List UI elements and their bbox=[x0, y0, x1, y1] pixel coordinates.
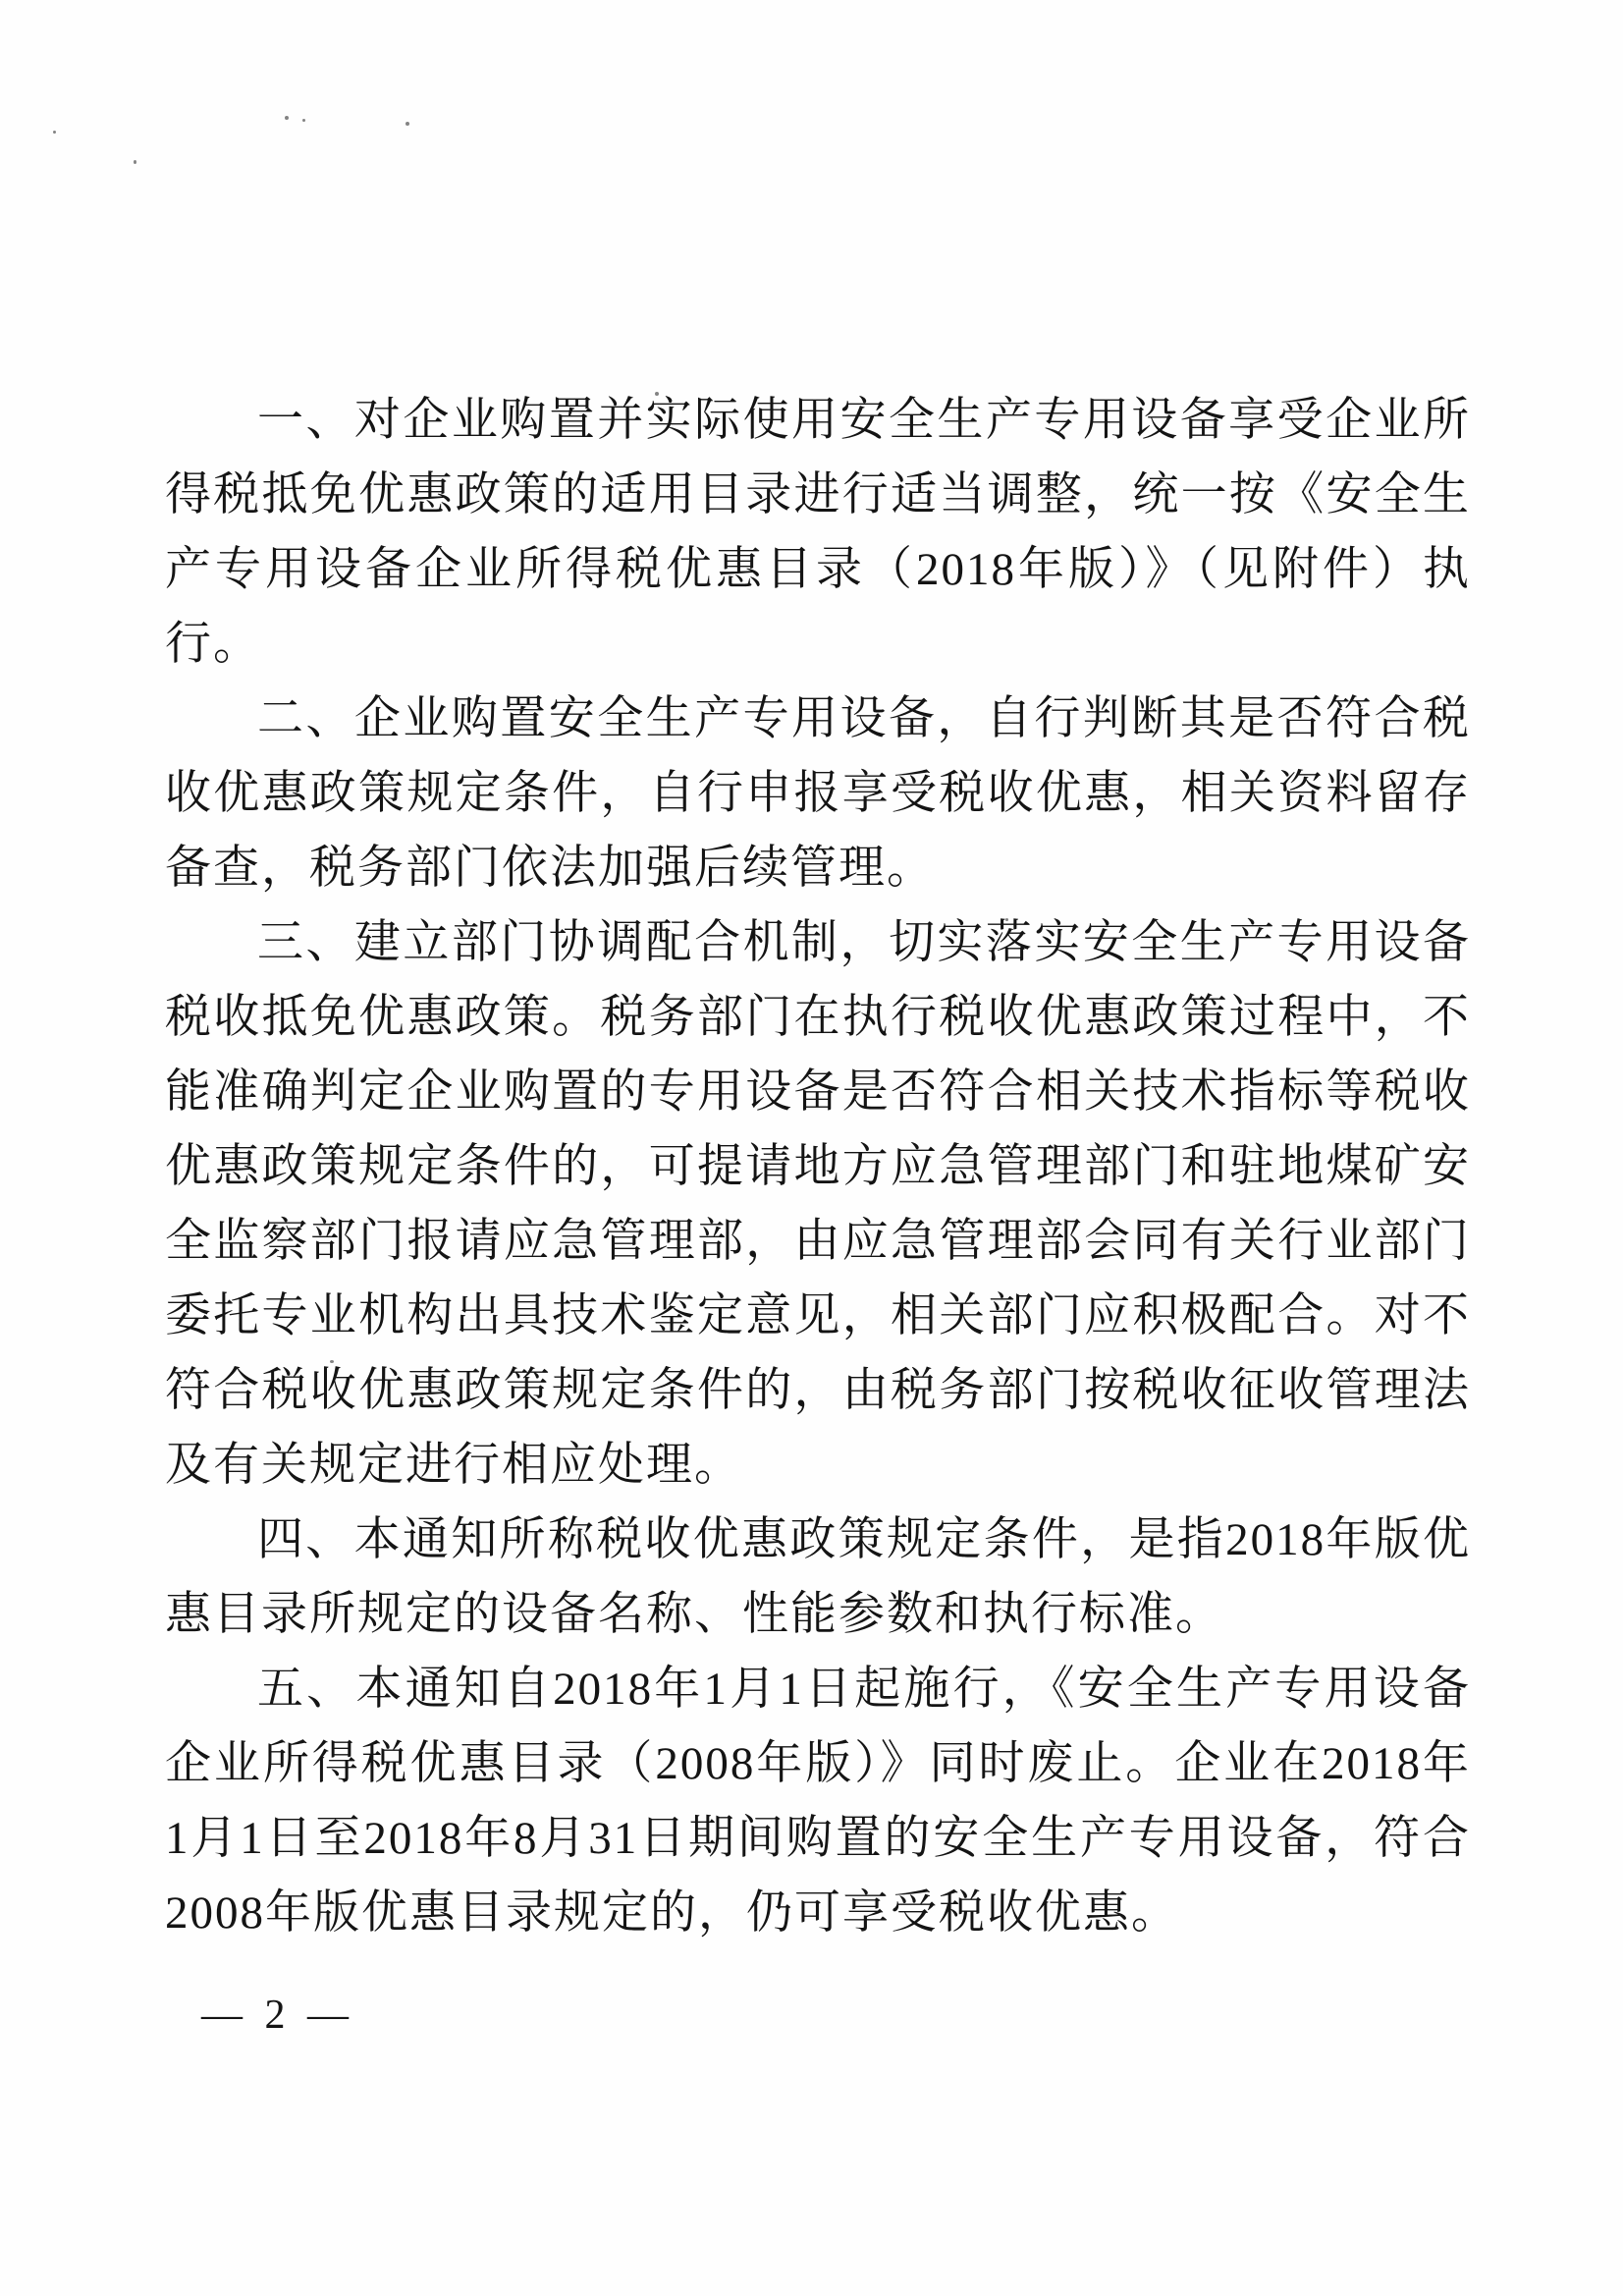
scan-speck bbox=[285, 116, 289, 120]
notice-body bbox=[165, 383, 1471, 1950]
paragraph-item-5: 五、本通知自2018年1月1日起施行，《安全生产专用设备企业所得税优惠目录（2008年版）》同时废止。企业在2018年1月1日至2018年8月31日期间购置的安全生产专用设备，符合2008年版优惠目录规定的，仍可享受税收优惠。 bbox=[165, 1664, 1471, 1939]
paragraph-item-2: 二、企业购置安全生产专用设备，自行判断其是否符合税收优惠政策规定条件，自行申报享受税收优惠，相关资料留存备查，税务部门依法加强后续管理。 bbox=[165, 693, 1471, 894]
scan-speck bbox=[53, 131, 56, 134]
paragraph-item-1: 一、对企业购置并实际使用安全生产专用设备享受企业所得税抵免优惠政策的适用目录进行适当调整，统一按《安全生产专用设备企业所得税优惠目录（2018年版）》（见附件）执行。 bbox=[165, 395, 1471, 670]
scan-speck bbox=[134, 160, 136, 164]
paragraph-item-4: 四、本通知所称税收优惠政策规定条件，是指2018年版优惠目录所规定的设备名称、性能参数和执行标准。 bbox=[165, 1514, 1471, 1640]
page-number: — 2 — bbox=[201, 1993, 354, 2038]
scan-speck bbox=[302, 119, 305, 122]
scan-speck bbox=[406, 122, 409, 126]
paragraph-item-3: 三、建立部门协调配合机制，切实落实安全生产专用设备税收抵免优惠政策。税务部门在执行税收优惠政策过程中，不能准确判定企业购置的专用设备是否符合相关技术指标等税收优惠政策规定条件的，可提请地方应急管理部门和驻地煤矿安全监察部门报请应急管理部，由应急管理部会同有关行业部门委托专业机构出具技术鉴定意见，相关部门应积极配合。对不符合税收优惠政策规定条件的，由税务部门按税收征收管理法及有关规定进行相应处理。 bbox=[165, 917, 1471, 1491]
